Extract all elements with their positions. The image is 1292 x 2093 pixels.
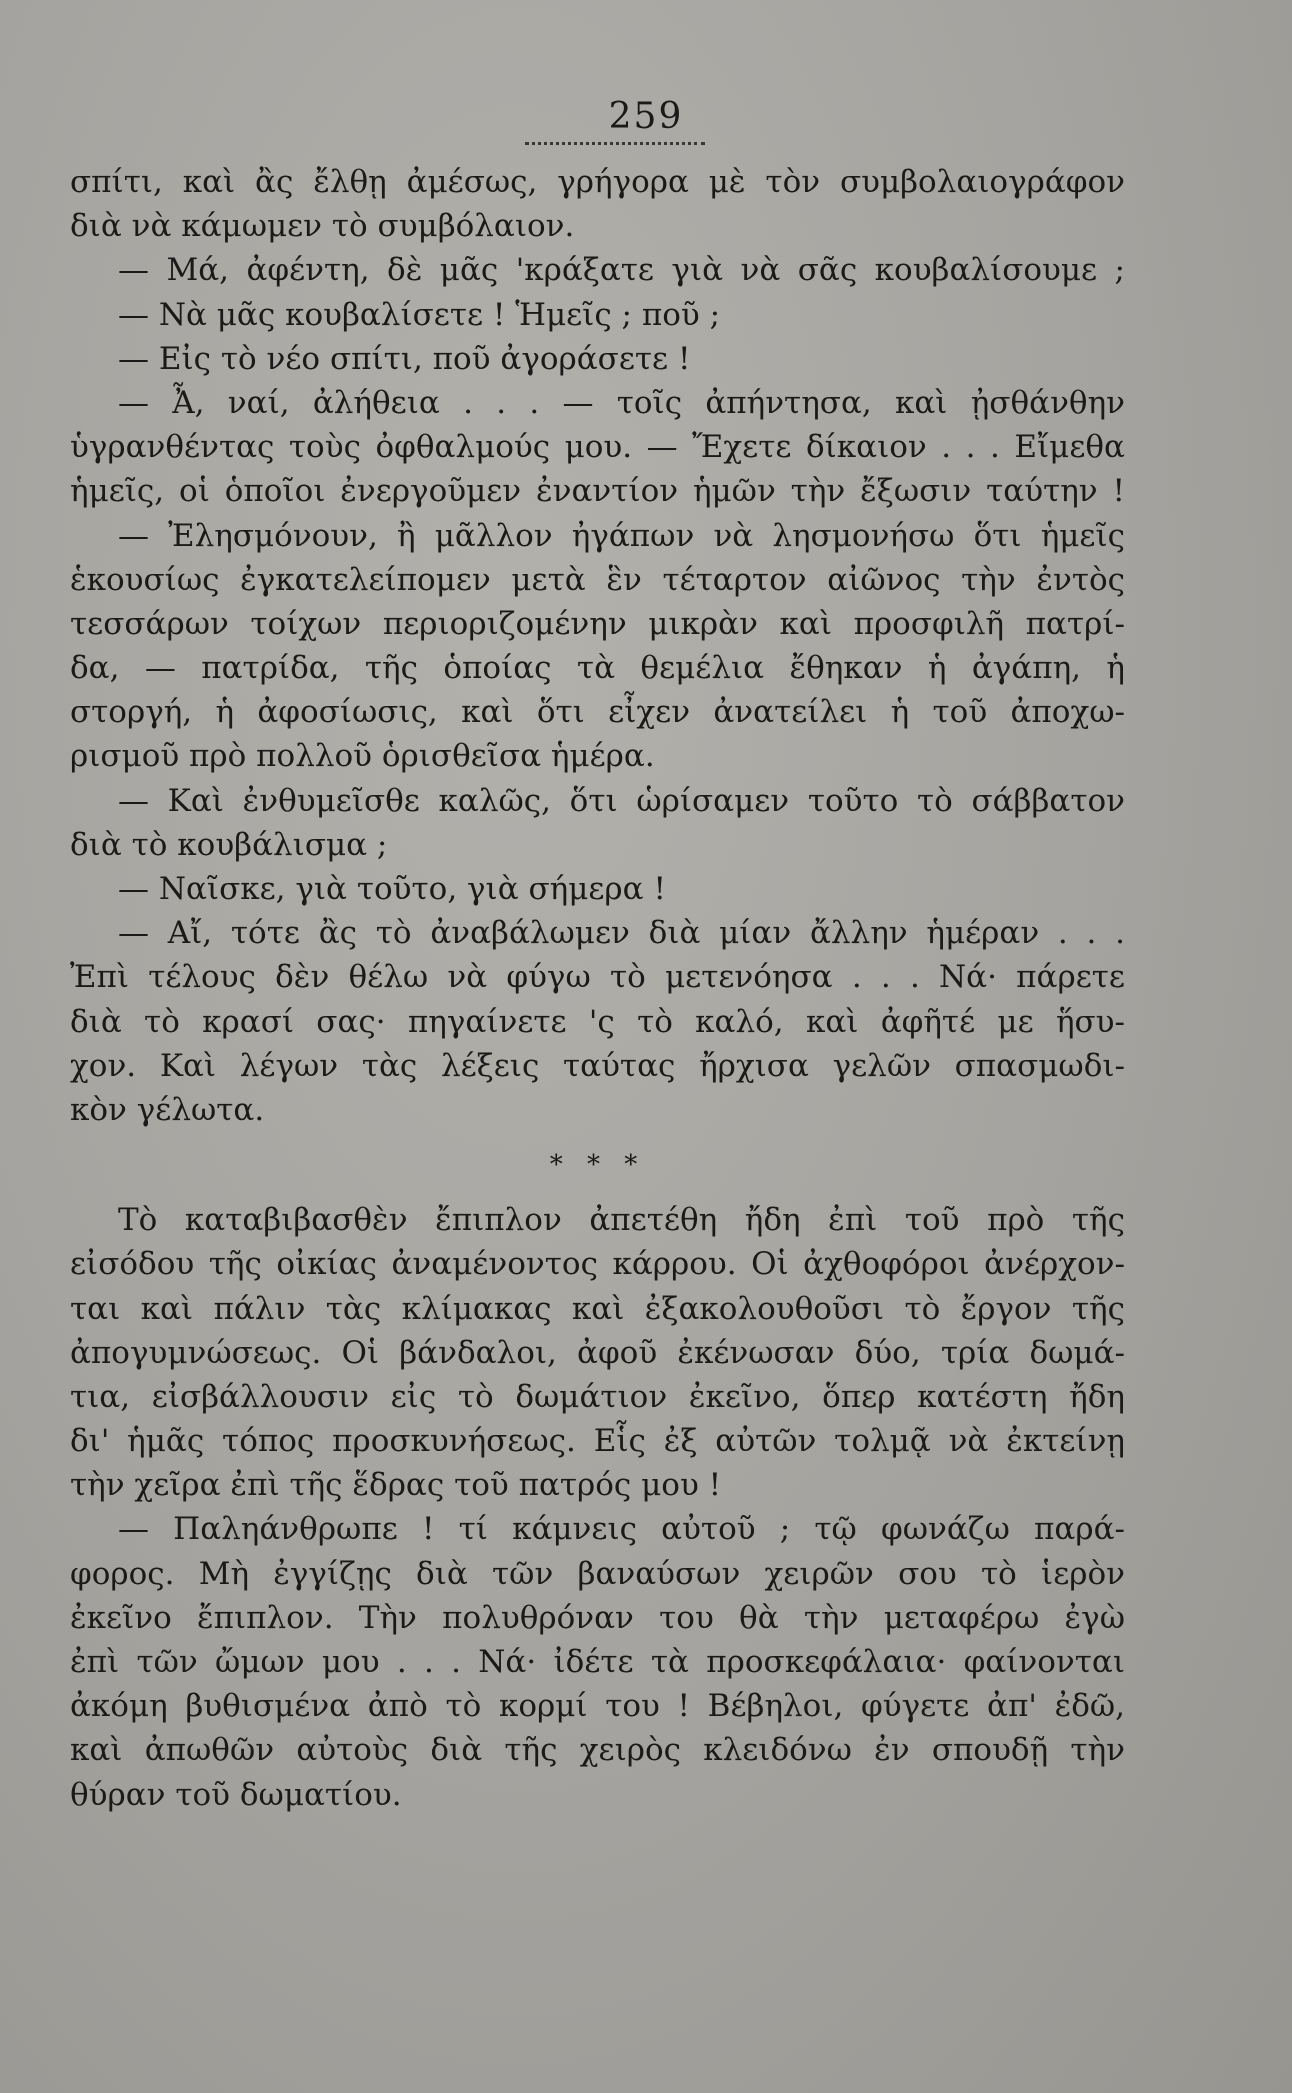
text-line: φορος. Μὴ ἐγγίζῃς διὰ τῶν βαναύσων χειρῶν σου τὸ ἱερὸν [70,1555,1125,1592]
page-number: 259 [608,96,684,137]
text-line: ρισμοῦ πρὸ πολλοῦ ὁρισθεῖσα ἡμέρα. [70,738,655,775]
text-line: — Εἰς τὸ νέο σπίτι, ποῦ ἀγοράσετε ! [118,340,691,377]
paragraph-block-1 [70,160,1125,1132]
text-line: Τὸ καταβιβασθὲν ἔπιπλον ἀπετέθη ἤδη ἐπὶ τοῦ πρὸ τῆς [118,1202,1125,1239]
text-line: τεσσάρων τοίχων περιοριζομένην μικρὰν καὶ προσφιλῆ πατρί- [70,605,1125,642]
text-line: σπίτι, καὶ ἂς ἔλθῃ ἀμέσως, γρήγορα μὲ τὸν συμβολαιογράφον [70,164,1125,200]
text-line: εἰσόδου τῆς οἰκίας ἀναμένοντος κάρρου. Οἱ ἀχθοφόροι ἀνέρχον- [70,1246,1125,1283]
text-line: — Ἆ, ναί, ἀλήθεια . . . — τοῖς ἀπήντησα, καὶ ᾐσθάνθην [118,384,1125,421]
text-line: δι' ἡμᾶς τόπος προσκυνήσεως. Εἷς ἐξ αὐτῶν τολμᾷ νὰ ἐκτείνῃ [70,1423,1125,1460]
text-line: ἐπὶ τῶν ὤμων μου . . . Νά· ἰδέτε τὰ προσκεφάλαια· φαίνονται [70,1644,1125,1680]
text-line: — Νὰ μᾶς κουβαλίσετε ! Ἡμεῖς ; ποῦ ; [118,296,721,333]
text-line: τὴν χεῖρα ἐπὶ τῆς ἕδρας τοῦ πατρός μου ! [70,1467,722,1504]
section-break-asterisks: * * * [549,1150,646,1181]
paragraph-block-2 [70,1198,1125,1817]
text-line: ἡμεῖς, οἱ ὁποῖοι ἐνεργοῦμεν ἐναντίον ἡμῶν τὴν ἔξωσιν ταύτην ! [70,473,1125,510]
text-line: διὰ τὸ κρασί σας· πηγαίνετε 'ς τὸ καλό, καὶ ἀφῆτέ με ἥσυ- [70,1003,1125,1040]
text-line: — Καὶ ἐνθυμεῖσθε καλῶς, ὅτι ὡρίσαμεν τοῦτο τὸ σάββατον [118,782,1125,819]
text-line: στοργή, ἡ ἀφοσίωσις, καὶ ὅτι εἶχεν ἀνατείλει ἡ τοῦ ἀποχω- [70,694,1125,731]
text-line: ται καὶ πάλιν τὰς κλίμακας καὶ ἐξακολουθοῦσι τὸ ἔργον τῆς [70,1290,1125,1327]
text-line: Ἐπὶ τέλους δὲν θέλω νὰ φύγω τὸ μετενόησα . . . Νά· πάρετε [70,959,1125,996]
body-text [70,160,1125,1817]
text-line: ἀκόμη βυθισμένα ἀπὸ τὸ κορμί του ! Βέβηλοι, φύγετε ἀπ' ἐδῶ, [70,1688,1125,1725]
text-line: ἀπογυμνώσεως. Οἱ βάνδαλοι, ἀφοῦ ἐκένωσαν δύο, τρία δωμά- [70,1334,1125,1371]
text-line: διὰ νὰ κάμωμεν τὸ συμβόλαιον. [70,208,575,245]
text-line: — Παληάνθρωπε ! τί κάμνεις αὐτοῦ ; τῷ φωνάζω παρά- [118,1511,1125,1548]
text-line: διὰ τὸ κουβάλισμα ; [70,826,388,863]
text-line: χον. Καὶ λέγων τὰς λέξεις ταύτας ἤρχισα γελῶν σπασμωδι- [70,1047,1125,1084]
text-line: — Αἴ, τότε ἂς τὸ ἀναβάλωμεν διὰ μίαν ἄλλην ἡμέραν . . . [118,915,1125,952]
text-line: — Ἐλησμόνουν, ἢ μᾶλλον ἠγάπων νὰ λησμονήσω ὅτι ἡμεῖς [118,517,1125,554]
text-line: καὶ ἀπωθῶν αὐτοὺς διὰ τῆς χειρὸς κλειδόνω ἐν σπουδῇ τὴν [70,1732,1125,1769]
text-line: τια, εἰσβάλλουσιν εἰς τὸ δωμάτιον ἐκεῖνο, ὅπερ κατέστη ἤδη [70,1378,1125,1415]
text-line: — Μά, ἀφέντη, δὲ μᾶς 'κράξατε γιὰ νὰ σᾶς κουβαλίσουμε ; [118,252,1125,289]
text-line: ὑγρανθέντας τοὺς ὀφθαλμούς μου. — Ἔχετε δίκαιον . . . Εἴμεθα [70,429,1125,466]
text-line: ἑκουσίως ἐγκατελείπομεν μετὰ ἓν τέταρτον αἰῶνος τὴν ἐντὸς [70,561,1125,598]
page-number-underline [525,142,705,145]
text-line: δα, — πατρίδα, τῆς ὁποίας τὰ θεμέλια ἔθηκαν ἡ ἀγάπη, ἡ [70,650,1125,687]
text-line: κὸν γέλωτα. [70,1091,265,1128]
text-line: — Ναῖσκε, γιὰ τοῦτο, γιὰ σήμερα ! [118,871,666,907]
text-line: θύραν τοῦ δωματίου. [70,1776,402,1813]
text-line: ἐκεῖνο ἔπιπλον. Τὴν πολυθρόναν του θὰ τὴν μεταφέρω ἐγὼ [70,1599,1125,1636]
